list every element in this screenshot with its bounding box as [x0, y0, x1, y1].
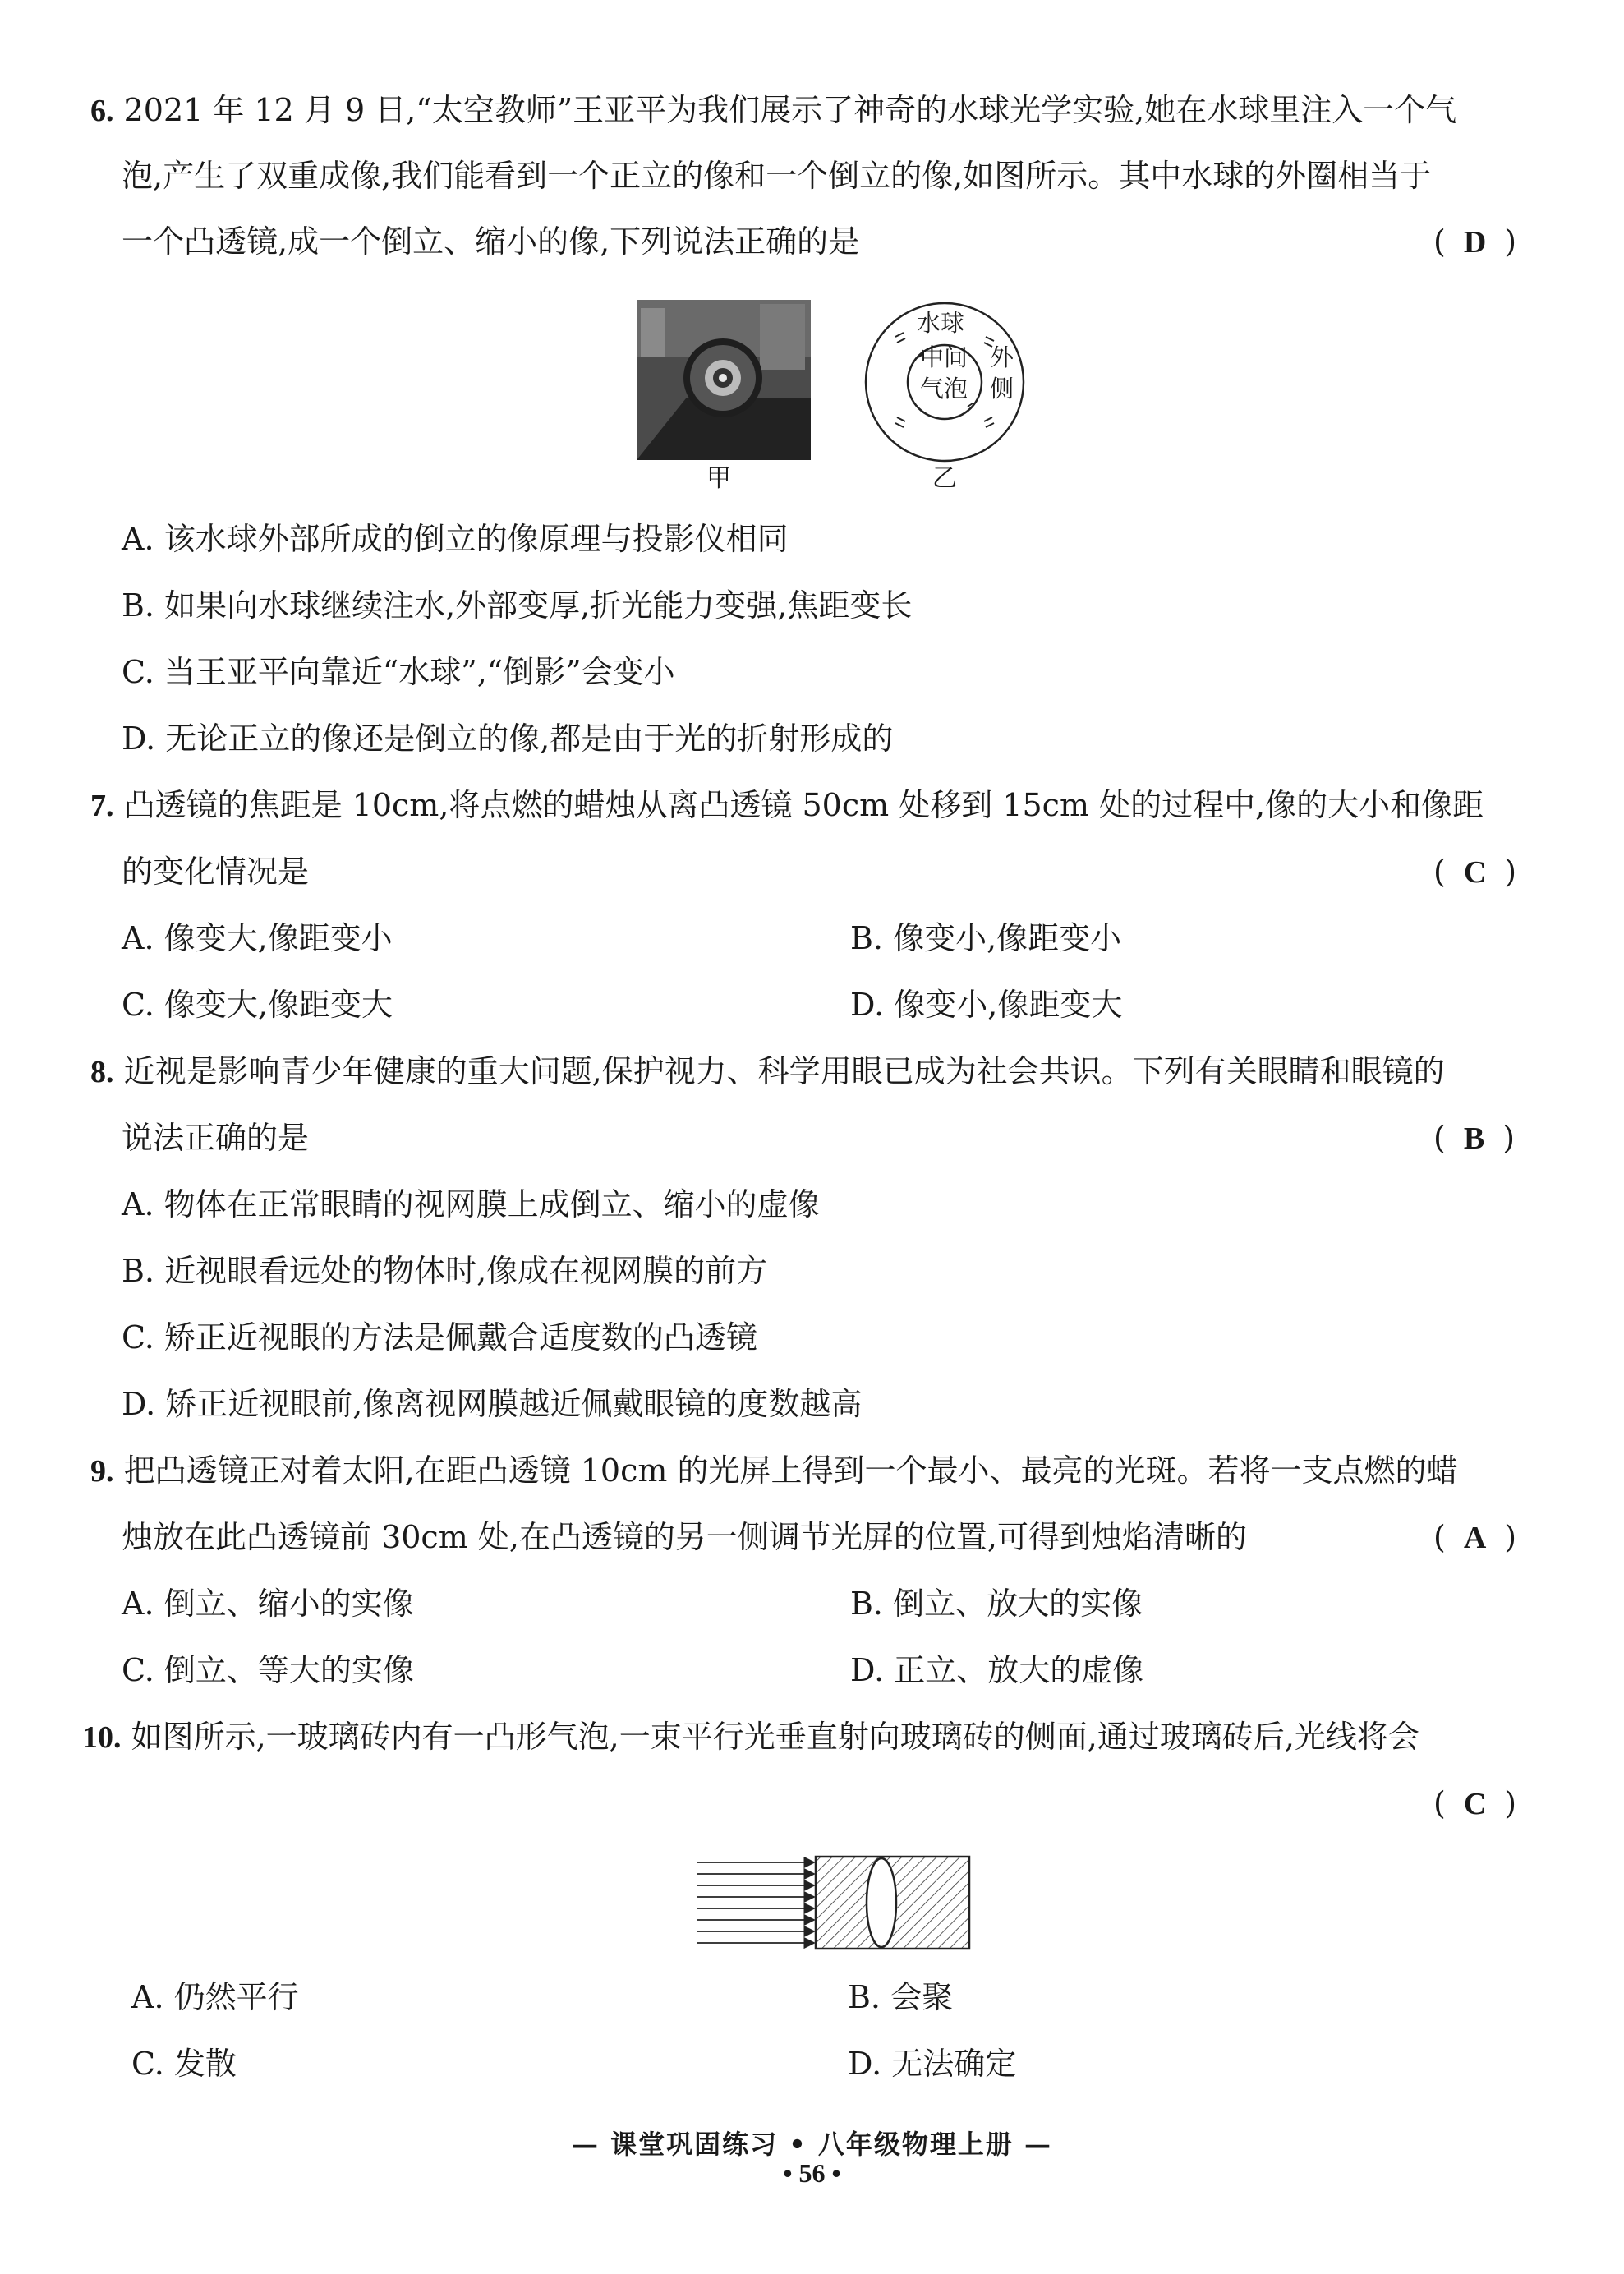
q8-option-d: D. 矫正近视眼前,像离视网膜越近佩戴眼镜的度数越高 — [122, 1386, 863, 1422]
q6-diagram — [863, 300, 1027, 464]
q10-option-c: C. 发散 — [131, 2046, 237, 2082]
q9-option-b: B. 倒立、放大的实像 — [850, 1586, 1143, 1622]
q6-option-a: A. 该水球外部所成的倒立的像原理与投影仪相同 — [122, 521, 789, 557]
q10-answer: ( C ) — [1433, 1785, 1517, 1821]
q10-figure-svg — [697, 1853, 976, 1955]
q10-number: 10. — [82, 1720, 122, 1755]
q6-line1 — [90, 90, 1456, 131]
q9-option-d: D. 正立、放大的虚像 — [850, 1652, 1144, 1688]
q6-label-out1: 外 — [990, 343, 1014, 371]
q6-photo — [637, 300, 811, 460]
q8-line2: 说法正确的是 — [122, 1120, 310, 1156]
q7-option-d: D. 像变小,像距变大 — [850, 987, 1123, 1023]
q7-option-b: B. 像变小,像距变小 — [850, 920, 1122, 956]
q6-caption-left: 甲 — [706, 464, 731, 493]
q6-label-middle1: 中间 — [920, 343, 968, 371]
q9-option-a: A. 倒立、缩小的实像 — [122, 1586, 414, 1622]
q7-line2: 的变化情况是 — [122, 854, 310, 890]
q8-line1 — [90, 1052, 1445, 1092]
q7-text-line1: 凸透镜的焦距是 10cm,将点燃的蜡烛从离凸透镜 50cm 处移到 15cm 处的过程中,像的大小和像距 — [123, 787, 1484, 823]
q7-option-c: C. 像变大,像距变大 — [122, 987, 393, 1023]
q10-figure — [697, 1853, 976, 1955]
q9-line1 — [90, 1451, 1458, 1491]
q6-option-d: D. 无论正立的像还是倒立的像,都是由于光的折射形成的 — [122, 720, 894, 757]
q10-option-a: A. 仍然平行 — [131, 1979, 299, 2015]
q8-option-b: B. 近视眼看远处的物体时,像成在视网膜的前方 — [122, 1253, 768, 1289]
q8-number: 8. — [90, 1055, 114, 1089]
q9-text-line1: 把凸透镜正对着太阳,在距凸透镜 10cm 的光屏上得到一个最小、最亮的光斑。若将一支点燃的蜡 — [123, 1452, 1458, 1489]
q6-caption-right: 乙 — [932, 464, 957, 493]
q6-label-water: 水球 — [917, 309, 965, 337]
q9-number: 9. — [90, 1454, 114, 1489]
q7-option-a: A. 像变大,像距变小 — [122, 920, 393, 956]
q6-answer-letter: D — [1463, 225, 1487, 260]
q8-option-a: A. 物体在正常眼睛的视网膜上成倒立、缩小的虚像 — [122, 1186, 820, 1222]
q6-option-c: C. 当王亚平向靠近“水球”,“倒影”会变小 — [122, 654, 675, 690]
q10-text-line1: 如图所示,一玻璃砖内有一凸形气泡,一束平行光垂直射向玻璃砖的侧面,通过玻璃砖后,光线将会 — [131, 1719, 1419, 1755]
q8-answer-letter: B — [1463, 1121, 1485, 1156]
q8-option-c: C. 矫正近视眼的方法是佩戴合适度数的凸透镜 — [122, 1319, 757, 1356]
q7-line1 — [90, 785, 1484, 826]
q10-option-d: D. 无法确定 — [848, 2046, 1017, 2082]
q9-option-c: C. 倒立、等大的实像 — [122, 1652, 414, 1688]
q10-answer-letter: C — [1463, 1787, 1487, 1821]
q10-option-b: B. 会聚 — [848, 1979, 954, 2015]
page-footer: — 课堂巩固练习 • 八年级物理上册 — — [571, 2129, 1053, 2160]
q6-number: 6. — [90, 94, 114, 128]
q6-line3: 一个凸透镜,成一个倒立、缩小的像,下列说法正确的是 — [122, 223, 860, 260]
q8-text-line1: 近视是影响青少年健康的重大问题,保护视力、科学用眼已成为社会共识。下列有关眼睛和眼镜的 — [123, 1053, 1445, 1089]
q6-text-line1: 2021 年 12 月 9 日,“太空教师”王亚平为我们展示了神奇的水球光学实验,她在水球里注入一个气 — [123, 92, 1457, 128]
q7-answer: ( C ) — [1433, 854, 1517, 890]
q8-answer: ( B ) — [1433, 1120, 1516, 1156]
q9-answer: ( A ) — [1433, 1519, 1517, 1555]
q6-label-middle2: 气泡 — [920, 375, 968, 403]
q10-line1 — [82, 1717, 1419, 1757]
q6-answer: ( D ) — [1433, 223, 1517, 260]
q6-line2: 泡,产生了双重成像,我们能看到一个正立的像和一个倒立的像,如图所示。其中水球的外圈相当于 — [122, 158, 1432, 194]
q7-number: 7. — [90, 789, 114, 823]
q7-answer-letter: C — [1463, 855, 1487, 890]
q6-label-out2: 侧 — [990, 375, 1014, 403]
q6-photo-svg — [637, 300, 811, 460]
q9-answer-letter: A — [1463, 1521, 1487, 1555]
page-number: • 56 • — [783, 2158, 841, 2188]
q6-option-b: B. 如果向水球继续注水,外部变厚,折光能力变强,焦距变长 — [122, 587, 913, 624]
q9-line2: 烛放在此凸透镜前 30cm 处,在凸透镜的另一侧调节光屏的位置,可得到烛焰清晰的 — [122, 1519, 1247, 1555]
